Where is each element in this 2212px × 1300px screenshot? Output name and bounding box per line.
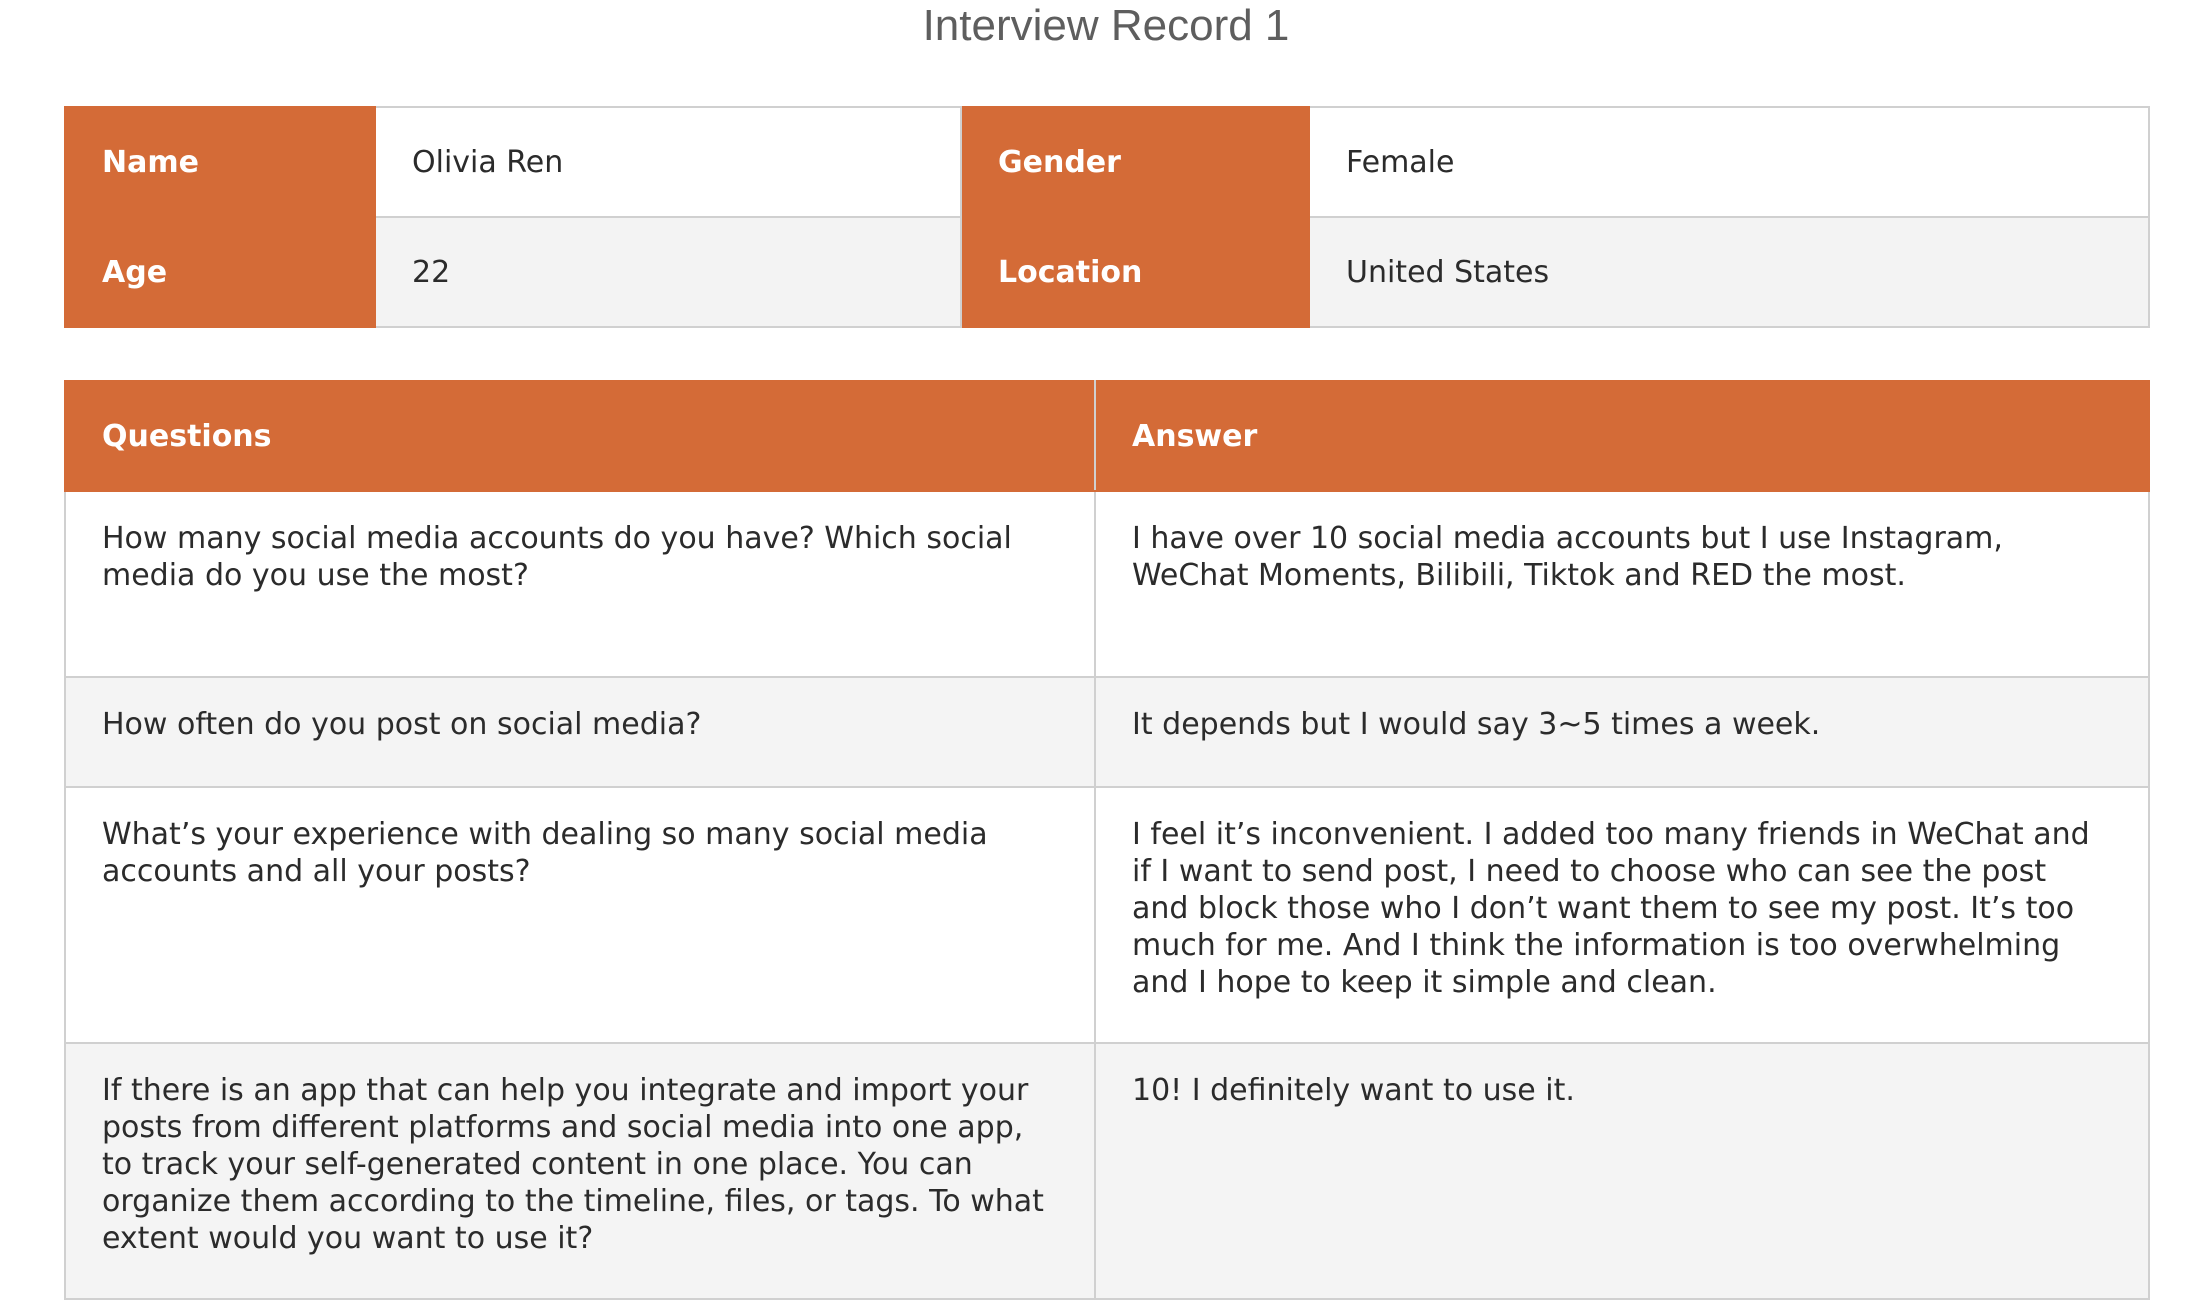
questions-header: Questions xyxy=(65,381,1095,491)
answer-cell: It depends but I would say 3~5 times a week. xyxy=(1095,677,2149,787)
question-cell: If there is an app that can help you integrate and import your posts from different platforms and social media into one app, to track your self-generated content in one place. You can organize them according to the timeline, files, or tags. To what extent would you want to use it? xyxy=(65,1043,1095,1299)
profile-row xyxy=(65,107,2149,217)
table-row xyxy=(65,1043,2149,1299)
answer-header: Answer xyxy=(1095,381,2149,491)
location-value: United States xyxy=(1309,217,2149,327)
name-label: Name xyxy=(65,107,375,217)
gender-label: Gender xyxy=(961,107,1309,217)
question-cell: How many social media accounts do you have? Which social media do you use the most? xyxy=(65,491,1095,677)
question-cell: How often do you post on social media? xyxy=(65,677,1095,787)
profile-table xyxy=(64,106,2150,328)
answer-cell: I feel it’s inconvenient. I added too many friends in WeChat and if I want to send post, I need to choose who can see the post and block those who I don’t want them to see my post. It’s too much for me. And I think the information is too overwhelming and I hope to keep it simple and clean. xyxy=(1095,787,2149,1043)
table-row xyxy=(65,677,2149,787)
location-label: Location xyxy=(961,217,1309,327)
gender-value: Female xyxy=(1309,107,2149,217)
qa-table xyxy=(64,380,2150,1300)
age-value: 22 xyxy=(375,217,961,327)
age-label: Age xyxy=(65,217,375,327)
table-row xyxy=(65,491,2149,677)
answer-cell: 10! I definitely want to use it. xyxy=(1095,1043,2149,1299)
answer-cell: I have over 10 social media accounts but I use Instagram, WeChat Moments, Bilibili, Tiktok and RED the most. xyxy=(1095,491,2149,677)
table-row xyxy=(65,787,2149,1043)
page-title: Interview Record 1 xyxy=(922,1,1290,50)
qa-header-row xyxy=(65,381,2149,491)
profile-row xyxy=(65,217,2149,327)
name-value: Olivia Ren xyxy=(375,107,961,217)
question-cell: What’s your experience with dealing so many social media accounts and all your posts? xyxy=(65,787,1095,1043)
